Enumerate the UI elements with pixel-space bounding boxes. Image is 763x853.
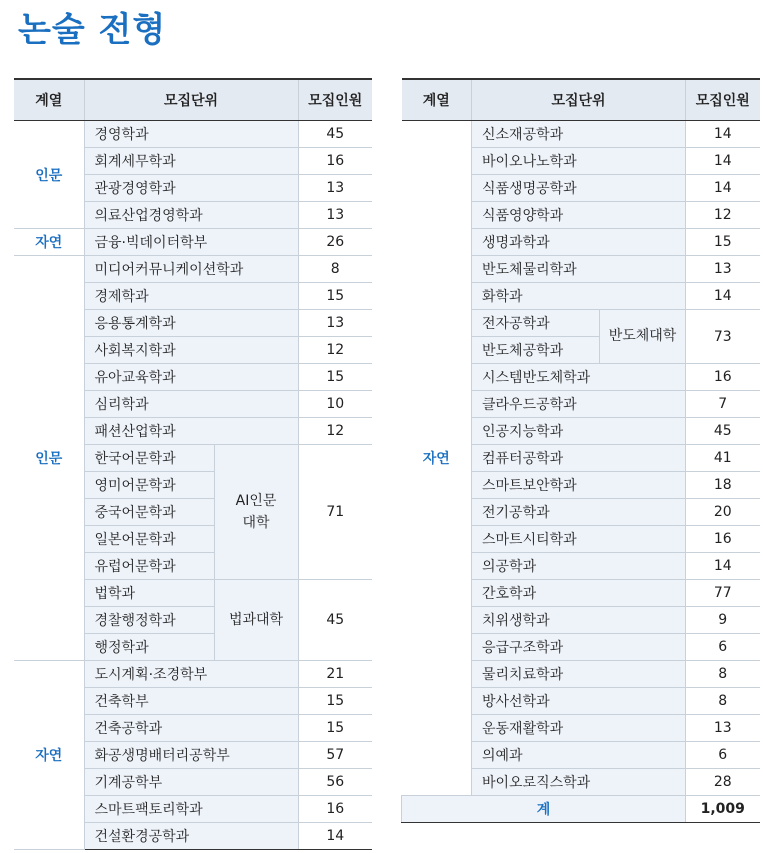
unit-cell: 한국어문학과 bbox=[84, 445, 214, 472]
count-cell: 45 bbox=[686, 418, 760, 445]
left-admission-table bbox=[14, 78, 372, 850]
count-cell: 12 bbox=[298, 418, 372, 445]
count-cell: 14 bbox=[686, 283, 760, 310]
unit-cell: 스마트보안학과 bbox=[472, 472, 686, 499]
category-cell: 인문 bbox=[14, 121, 84, 229]
count-cell: 28 bbox=[686, 769, 760, 796]
count-cell: 15 bbox=[298, 283, 372, 310]
unit-cell: 스마트시티학과 bbox=[472, 526, 686, 553]
unit-cell: 의예과 bbox=[472, 742, 686, 769]
unit-cell: 의공학과 bbox=[472, 553, 686, 580]
count-cell: 18 bbox=[686, 472, 760, 499]
unit-cell: 중국어문학과 bbox=[84, 499, 214, 526]
count-cell: 6 bbox=[686, 742, 760, 769]
category-cell: 자연 bbox=[14, 229, 84, 256]
unit-cell: 신소재공학과 bbox=[472, 121, 686, 148]
unit-cell: 운동재활학과 bbox=[472, 715, 686, 742]
college-ai-line2: 대학 bbox=[242, 515, 270, 531]
count-cell: 13 bbox=[686, 715, 760, 742]
count-cell: 10 bbox=[298, 391, 372, 418]
unit-cell: 인공지능학과 bbox=[472, 418, 686, 445]
unit-cell: 유럽어문학과 bbox=[84, 553, 214, 580]
unit-cell: 생명과학과 bbox=[472, 229, 686, 256]
college-cell-law: 법과대학 bbox=[214, 580, 298, 661]
unit-cell: 컴퓨터공학과 bbox=[472, 445, 686, 472]
unit-cell: 클라우드공학과 bbox=[472, 391, 686, 418]
unit-cell: 건설환경공학과 bbox=[84, 823, 298, 850]
unit-cell: 의료산업경영학과 bbox=[84, 202, 298, 229]
unit-cell: 일본어문학과 bbox=[84, 526, 214, 553]
category-cell: 자연 bbox=[402, 121, 472, 796]
unit-cell: 유아교육학과 bbox=[84, 364, 298, 391]
count-cell: 12 bbox=[686, 202, 760, 229]
count-cell: 15 bbox=[298, 688, 372, 715]
count-cell: 13 bbox=[298, 175, 372, 202]
count-cell: 16 bbox=[298, 796, 372, 823]
count-cell: 26 bbox=[298, 229, 372, 256]
count-cell: 73 bbox=[686, 310, 760, 364]
count-cell: 14 bbox=[686, 121, 760, 148]
unit-cell: 법학과 bbox=[84, 580, 214, 607]
count-cell: 6 bbox=[686, 634, 760, 661]
total-label: 계 bbox=[402, 796, 686, 823]
table-row bbox=[14, 229, 372, 256]
unit-cell: 응급구조학과 bbox=[472, 634, 686, 661]
count-cell: 56 bbox=[298, 769, 372, 796]
unit-cell: 식품생명공학과 bbox=[472, 175, 686, 202]
unit-cell: 관광경영학과 bbox=[84, 175, 298, 202]
count-cell: 8 bbox=[686, 661, 760, 688]
count-cell: 12 bbox=[298, 337, 372, 364]
unit-cell: 행정학과 bbox=[84, 634, 214, 661]
college-cell-semiconductor: 반도체대학 bbox=[600, 310, 686, 364]
header-count: 모집인원 bbox=[298, 79, 372, 121]
page-title: 논술 전형 bbox=[18, 10, 167, 50]
count-cell: 77 bbox=[686, 580, 760, 607]
unit-cell: 방사선학과 bbox=[472, 688, 686, 715]
unit-cell: 미디어커뮤니케이션학과 bbox=[84, 256, 298, 283]
college-ai-line1: AI인문 bbox=[235, 492, 277, 509]
category-cell: 인문 bbox=[14, 256, 84, 661]
total-row bbox=[402, 796, 760, 823]
count-cell: 16 bbox=[686, 526, 760, 553]
unit-cell: 바이오로직스학과 bbox=[472, 769, 686, 796]
unit-cell: 패션산업학과 bbox=[84, 418, 298, 445]
unit-cell: 식품영양학과 bbox=[472, 202, 686, 229]
unit-cell: 사회복지학과 bbox=[84, 337, 298, 364]
count-cell: 16 bbox=[686, 364, 760, 391]
unit-cell: 심리학과 bbox=[84, 391, 298, 418]
unit-cell: 금융·빅데이터학부 bbox=[84, 229, 298, 256]
table-row bbox=[14, 256, 372, 283]
count-cell: 41 bbox=[686, 445, 760, 472]
unit-cell: 시스템반도체학과 bbox=[472, 364, 686, 391]
table-row bbox=[14, 121, 372, 148]
count-cell: 20 bbox=[686, 499, 760, 526]
count-cell: 16 bbox=[298, 148, 372, 175]
count-cell: 14 bbox=[686, 553, 760, 580]
total-count: 1,009 bbox=[686, 796, 760, 823]
unit-cell: 회계세무학과 bbox=[84, 148, 298, 175]
unit-cell: 스마트팩토리학과 bbox=[84, 796, 298, 823]
unit-cell: 바이오나노학과 bbox=[472, 148, 686, 175]
category-cell: 자연 bbox=[14, 661, 84, 850]
unit-cell: 간호학과 bbox=[472, 580, 686, 607]
count-cell: 45 bbox=[298, 121, 372, 148]
unit-cell: 기계공학부 bbox=[84, 769, 298, 796]
count-cell: 9 bbox=[686, 607, 760, 634]
header-unit: 모집단위 bbox=[84, 79, 298, 121]
header-count: 모집인원 bbox=[686, 79, 760, 121]
header-unit: 모집단위 bbox=[472, 79, 686, 121]
unit-cell: 건축공학과 bbox=[84, 715, 298, 742]
table-header-row bbox=[402, 79, 760, 121]
unit-cell: 경제학과 bbox=[84, 283, 298, 310]
table-row bbox=[402, 121, 760, 148]
table-row bbox=[14, 661, 372, 688]
count-cell: 13 bbox=[298, 202, 372, 229]
unit-cell: 화공생명배터리공학부 bbox=[84, 742, 298, 769]
unit-cell: 치위생학과 bbox=[472, 607, 686, 634]
count-cell: 14 bbox=[686, 148, 760, 175]
count-cell: 57 bbox=[298, 742, 372, 769]
college-cell-ai bbox=[214, 445, 298, 580]
count-cell: 71 bbox=[298, 445, 372, 580]
unit-cell: 경영학과 bbox=[84, 121, 298, 148]
unit-cell: 반도체물리학과 bbox=[472, 256, 686, 283]
unit-cell: 경찰행정학과 bbox=[84, 607, 214, 634]
unit-cell: 영미어문학과 bbox=[84, 472, 214, 499]
unit-cell: 물리치료학과 bbox=[472, 661, 686, 688]
count-cell: 45 bbox=[298, 580, 372, 661]
unit-cell: 반도체공학과 bbox=[472, 337, 600, 364]
unit-cell: 응용통계학과 bbox=[84, 310, 298, 337]
count-cell: 15 bbox=[686, 229, 760, 256]
count-cell: 14 bbox=[298, 823, 372, 850]
unit-cell: 건축학부 bbox=[84, 688, 298, 715]
unit-cell: 전기공학과 bbox=[472, 499, 686, 526]
count-cell: 8 bbox=[298, 256, 372, 283]
count-cell: 13 bbox=[686, 256, 760, 283]
header-category: 계열 bbox=[402, 79, 472, 121]
count-cell: 13 bbox=[298, 310, 372, 337]
count-cell: 7 bbox=[686, 391, 760, 418]
right-admission-table bbox=[401, 78, 760, 823]
count-cell: 14 bbox=[686, 175, 760, 202]
table-header-row bbox=[14, 79, 372, 121]
count-cell: 15 bbox=[298, 715, 372, 742]
unit-cell: 화학과 bbox=[472, 283, 686, 310]
count-cell: 21 bbox=[298, 661, 372, 688]
header-category: 계열 bbox=[14, 79, 84, 121]
unit-cell: 도시계획·조경학부 bbox=[84, 661, 298, 688]
count-cell: 8 bbox=[686, 688, 760, 715]
unit-cell: 전자공학과 bbox=[472, 310, 600, 337]
count-cell: 15 bbox=[298, 364, 372, 391]
